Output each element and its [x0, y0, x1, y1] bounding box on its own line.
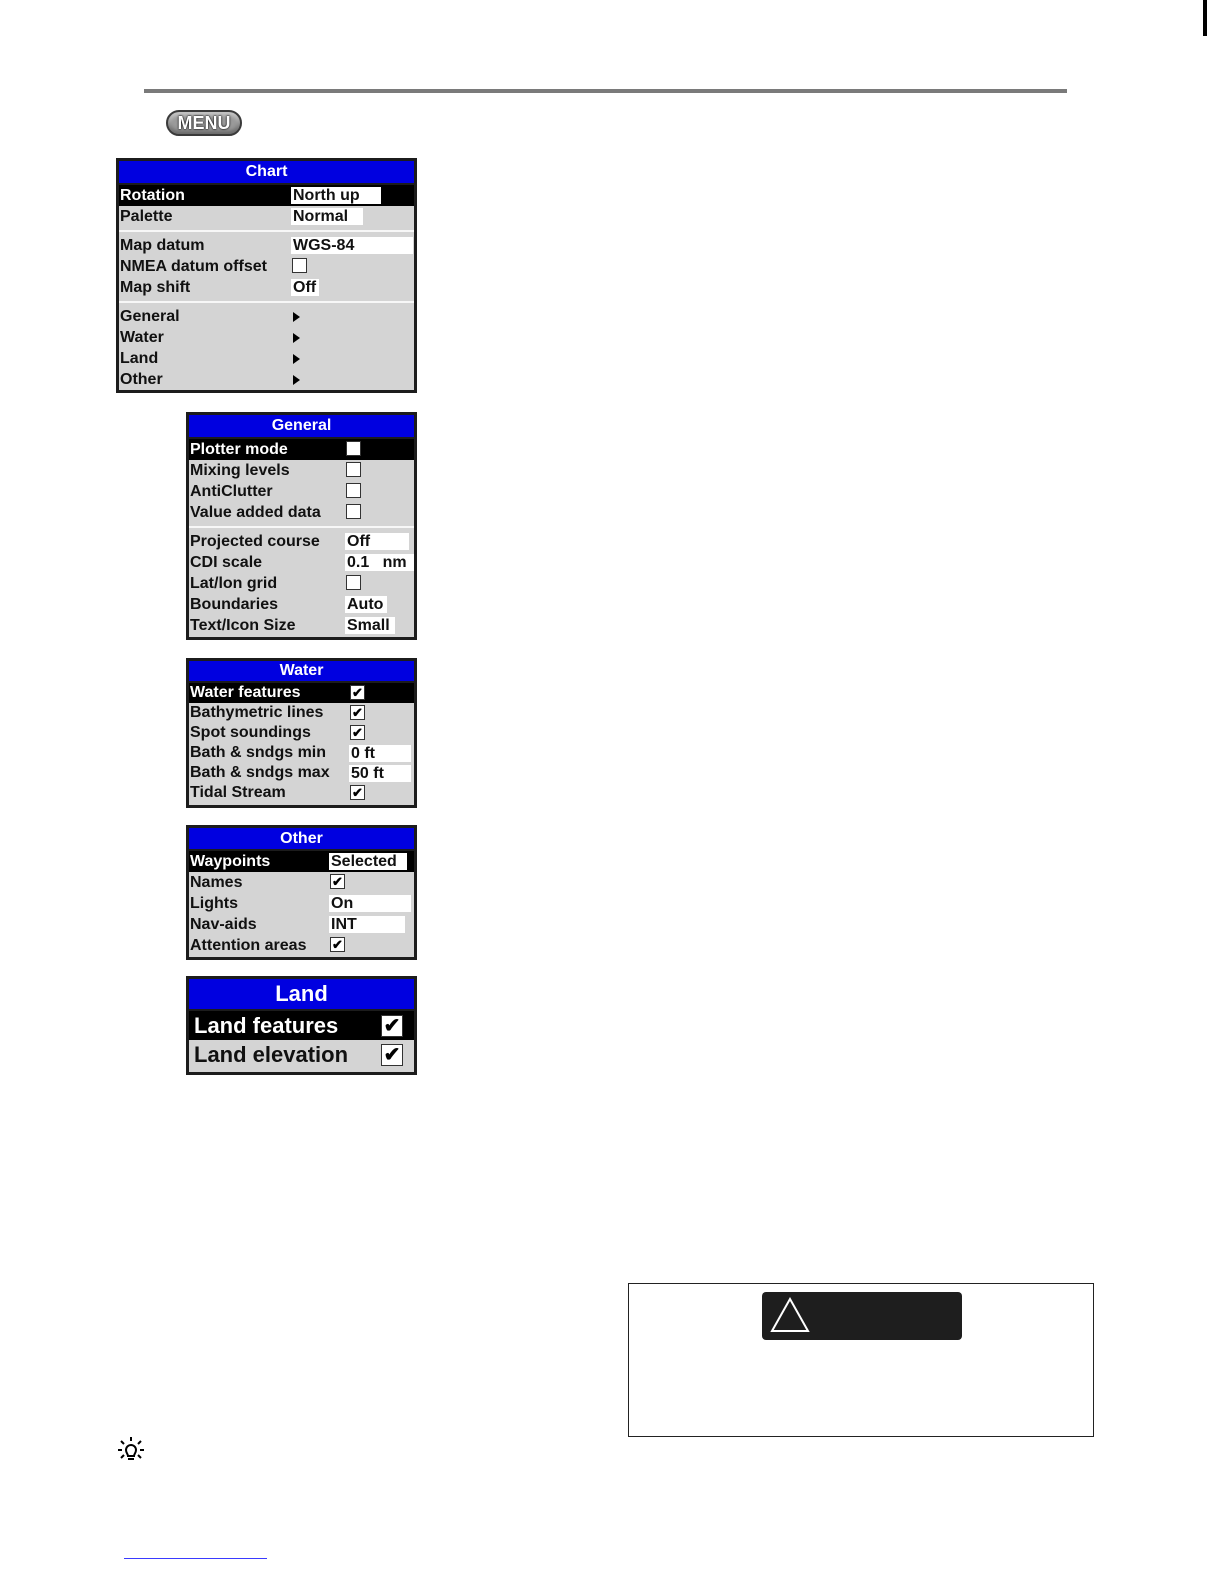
- submenu-arrow-icon: [293, 354, 300, 364]
- general-row-value-added[interactable]: [189, 502, 414, 523]
- submenu-arrow-icon: [293, 312, 300, 322]
- separator: [189, 526, 414, 528]
- value-added-checkbox[interactable]: [346, 504, 361, 519]
- anticlutter-checkbox[interactable]: [346, 483, 361, 498]
- lights-value[interactable]: On: [329, 895, 411, 912]
- attention-areas-checkbox[interactable]: ✔: [330, 937, 345, 952]
- land-row-features[interactable]: [189, 1011, 414, 1040]
- water-menu-title: Water: [189, 661, 414, 683]
- row-label: Attention areas: [190, 937, 307, 954]
- water-row-bathymetric[interactable]: [189, 703, 414, 723]
- water-row-spot-soundings[interactable]: [189, 723, 414, 743]
- row-label: Palette: [120, 208, 173, 225]
- row-label: AntiClutter: [190, 483, 273, 500]
- chart-row-map-shift[interactable]: [119, 277, 414, 298]
- nmea-offset-checkbox[interactable]: [292, 258, 307, 273]
- chart-row-rotation[interactable]: [119, 185, 414, 206]
- land-elevation-checkbox[interactable]: ✔: [381, 1044, 403, 1066]
- row-label: Waypoints: [190, 853, 271, 870]
- palette-value[interactable]: Normal: [291, 208, 363, 225]
- row-label: Other: [120, 371, 163, 388]
- row-label: Map datum: [120, 237, 205, 254]
- chart-row-land[interactable]: [119, 348, 414, 369]
- chart-row-general[interactable]: [119, 306, 414, 327]
- other-menu-title: Other: [189, 828, 414, 851]
- row-label: Land: [120, 350, 159, 367]
- footer-link-underline: [124, 1558, 267, 1559]
- general-row-boundaries[interactable]: [189, 594, 414, 615]
- water-row-features[interactable]: [189, 683, 414, 703]
- row-label: Land features: [194, 1013, 339, 1038]
- chart-menu-title: Chart: [119, 161, 414, 185]
- text-icon-size-value[interactable]: Small: [345, 617, 395, 634]
- separator: [119, 230, 414, 232]
- general-row-plotter-mode[interactable]: [189, 439, 414, 460]
- water-row-tidal-stream[interactable]: [189, 783, 414, 803]
- separator: [119, 301, 414, 303]
- bathymetric-checkbox[interactable]: ✔: [350, 705, 365, 720]
- general-row-latlon-grid[interactable]: [189, 573, 414, 594]
- row-label: Water: [120, 329, 164, 346]
- other-row-names[interactable]: [189, 872, 414, 893]
- chart-row-map-datum[interactable]: [119, 235, 414, 256]
- general-row-cdi-scale[interactable]: [189, 552, 414, 573]
- rotation-value[interactable]: North up: [291, 187, 381, 204]
- other-menu-panel: [186, 825, 417, 960]
- water-row-max[interactable]: [189, 763, 414, 783]
- water-menu-panel: [186, 658, 417, 808]
- water-features-checkbox[interactable]: ✔: [350, 685, 365, 700]
- row-label: Bath & sndgs max: [190, 764, 330, 781]
- general-row-text-icon-size[interactable]: [189, 615, 414, 636]
- warning-box: [628, 1283, 1094, 1437]
- header-rule: [144, 89, 1067, 93]
- row-label: CDI scale: [190, 554, 263, 571]
- warning-triangle-icon: [770, 1297, 810, 1333]
- general-menu-panel: [186, 412, 417, 640]
- row-label: Mixing levels: [190, 462, 290, 479]
- land-features-checkbox[interactable]: ✔: [381, 1015, 403, 1037]
- mixing-levels-checkbox[interactable]: [346, 462, 361, 477]
- other-row-attention-areas[interactable]: [189, 935, 414, 956]
- menu-button-icon: MENU: [166, 110, 242, 136]
- row-label: Plotter mode: [190, 441, 288, 458]
- land-menu-title: Land: [189, 979, 414, 1011]
- boundaries-value[interactable]: Auto: [345, 596, 387, 613]
- other-row-waypoints[interactable]: [189, 851, 414, 872]
- projected-course-value[interactable]: Off: [345, 533, 409, 550]
- row-label: Lat/lon grid: [190, 575, 278, 592]
- row-label: Projected course: [190, 533, 320, 550]
- general-row-mixing-levels[interactable]: [189, 460, 414, 481]
- waypoints-value[interactable]: Selected: [329, 853, 407, 870]
- cdi-scale-value[interactable]: 0.1 nm: [345, 554, 415, 571]
- row-label: Rotation: [120, 187, 185, 204]
- row-label: Nav-aids: [190, 916, 257, 933]
- row-label: Names: [190, 874, 243, 891]
- row-label: Bath & sndgs min: [190, 744, 327, 761]
- nav-aids-value[interactable]: INT: [329, 916, 405, 933]
- row-label: Lights: [190, 895, 238, 912]
- row-label: Map shift: [120, 279, 191, 296]
- general-row-projected-course[interactable]: [189, 531, 414, 552]
- chart-row-other[interactable]: [119, 369, 414, 390]
- map-shift-value[interactable]: Off: [291, 279, 319, 296]
- row-label: Land elevation: [194, 1042, 349, 1067]
- general-row-anticlutter[interactable]: [189, 481, 414, 502]
- land-row-elevation[interactable]: [189, 1040, 414, 1069]
- row-label: General: [120, 308, 180, 325]
- chart-row-palette[interactable]: [119, 206, 414, 227]
- row-label: Text/Icon Size: [190, 617, 296, 634]
- bath-min-value[interactable]: 0 ft: [349, 745, 411, 762]
- row-label: Spot soundings: [190, 724, 311, 741]
- row-label: Value added data: [190, 504, 321, 521]
- water-row-min[interactable]: [189, 743, 414, 763]
- bath-max-value[interactable]: 50 ft: [349, 765, 411, 782]
- lightbulb-icon: [116, 1436, 146, 1464]
- row-label: NMEA datum offset: [120, 258, 267, 275]
- row-label: Bathymetric lines: [190, 704, 324, 721]
- page-corner-mark: [1203, 0, 1207, 36]
- row-label: Water features: [190, 684, 301, 701]
- chart-row-water[interactable]: [119, 327, 414, 348]
- names-checkbox[interactable]: ✔: [330, 874, 345, 889]
- chart-row-nmea-offset[interactable]: [119, 256, 414, 277]
- row-label: Tidal Stream: [190, 784, 286, 801]
- plotter-mode-checkbox[interactable]: [346, 441, 361, 456]
- map-datum-value[interactable]: WGS-84: [291, 237, 413, 254]
- land-menu-panel: [186, 976, 417, 1075]
- submenu-arrow-icon: [293, 333, 300, 343]
- row-label: Boundaries: [190, 596, 279, 613]
- warning-banner: [762, 1292, 962, 1340]
- tidal-stream-checkbox[interactable]: ✔: [350, 785, 365, 800]
- other-row-lights[interactable]: [189, 893, 414, 914]
- general-menu-title: General: [189, 415, 414, 439]
- chart-menu-panel: [116, 158, 417, 393]
- latlon-grid-checkbox[interactable]: [346, 575, 361, 590]
- spot-soundings-checkbox[interactable]: ✔: [350, 725, 365, 740]
- submenu-arrow-icon: [293, 375, 300, 385]
- other-row-nav-aids[interactable]: [189, 914, 414, 935]
